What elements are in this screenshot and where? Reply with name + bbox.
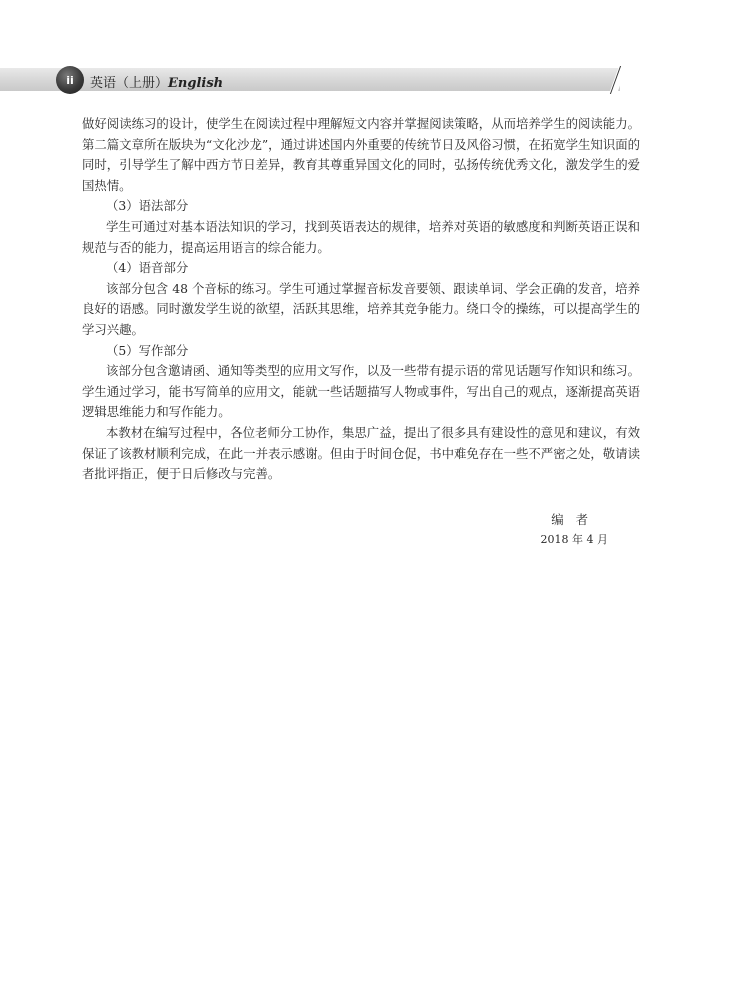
book-title-cn: 英语（上册）: [90, 76, 169, 91]
paragraph-reading: 做好阅读练习的设计，使学生在阅读过程中理解短文内容并掌握阅读策略，从而培养学生的阅读能力。第二篇文章所在版块为“文化沙龙”，通过讲述国内外重要的传统节日及风俗习惯，在拓宽学生知识面的同时，引导学生了解中西方节日差异，教育其尊重异国文化的同时，弘扬传统优秀文化，激发学生的爱国热情。: [82, 116, 640, 193]
running-header: [0, 66, 620, 94]
publication-date: 2018 年 4 月: [540, 533, 608, 546]
book-title-en: English: [168, 76, 224, 91]
page-number-badge: [56, 66, 84, 94]
paragraph-phonetics: 该部分包含 48 个音标的练习。学生可通过掌握音标发音要领、跟读单词、学会正确的发音，培养良好的语感。同时激发学生说的欲望，活跃其思维，培养其竞争能力。绕口令的操练，可以提高学生的学习兴趣。: [82, 280, 640, 337]
paragraph-acknowledgement: 本教材在编写过程中，各位老师分工协作，集思广益，提出了很多具有建设性的意见和建议，有效保证了该教材顺利完成，在此一并表示感谢。但由于时间仓促，书中难免存在一些不严密之处，敬请读者批评指正，便于日后修改与完善。: [82, 424, 640, 482]
paragraph-grammar: 学生可通过对基本语法知识的学习，找到英语表达的规律，培养对英语的敏感度和判断英语正误和规范与否的能力，提高运用语言的综合能力。: [82, 218, 640, 255]
section-heading-writing: （5）写作部分: [106, 342, 189, 358]
section-heading-grammar: （3）语法部分: [106, 198, 189, 214]
page-number: ii: [66, 73, 74, 87]
author-signature: 编者: [551, 512, 600, 527]
section-heading-phonetics: （4）语音部分: [106, 260, 189, 276]
page-body: [82, 114, 640, 485]
book-title: [90, 72, 223, 91]
paragraph-writing: 该部分包含邀请函、通知等类型的应用文写作，以及一些带有提示语的常见话题写作知识和练习。学生通过学习，能书写简单的应用文，能就一些话题描写人物或事件，写出自己的观点，逐渐提高英语逻辑思维能力和写作能力。: [82, 363, 640, 420]
